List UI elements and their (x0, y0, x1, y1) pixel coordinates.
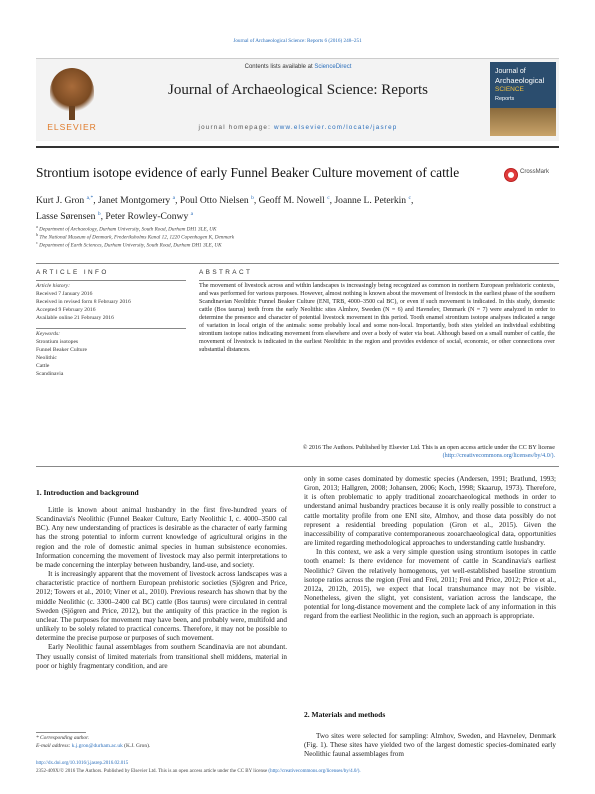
footnote-rule (36, 732, 86, 733)
article-info-heading: ARTICLE INFO (36, 269, 109, 276)
keyword: Funnel Beaker Culture (36, 346, 87, 353)
divider (199, 280, 559, 281)
author[interactable]: Lasse Sørensen $^b$, (36, 210, 106, 222)
cover-image (490, 108, 556, 136)
author[interactable]: Peter Rowley-Conwy $^a$ (105, 210, 194, 222)
contents-prefix: Contents lists available at (244, 64, 315, 70)
author-list (36, 192, 561, 224)
article-title: Strontium isotope evidence of early Funnel Beaker Culture movement of cattle (36, 165, 460, 180)
affiliation: $^c$ Department of Earth Sciences, Durham University, South Road, Durham DH1 3LE, UK (36, 240, 222, 249)
left-column (36, 506, 287, 671)
cover-line1: Journal of (495, 68, 526, 75)
cover-line4: Reports (495, 96, 515, 102)
section-heading: 2. Materials and methods (304, 710, 386, 719)
divider (36, 466, 559, 467)
abstract-copyright (199, 445, 555, 461)
journal-cover[interactable] (490, 62, 556, 136)
cover-line3: SCIENCE (495, 86, 524, 93)
journal-title: Journal of Archaeological Science: Reports (168, 82, 428, 98)
paragraph: In this context, we ask a very simple question using strontium isotopes in cattle tooth enamel: Is there evidence for movement of cattle in Scandinavia's earliest Neolithic? Given the relatively homogenous, yet well-established baseline strontium isotope ratios across the region (Frei and Frei, 2011; Frei and Price, 2012; Price et al., 2012a, 2012b, 2015), we expect that local transhumance may not be visible. Nonetheless, given the slight, yet consistent, variation across the landscape, the potential for long-distance movement and the complete lack of any information in this regard from the earliest Neolithic in the region, such an approach is appropriate. (304, 548, 556, 621)
affiliation: $^a$ Department of Archaeology, Durham University, South Road, Durham DH1 3LE, UK (36, 224, 217, 233)
history-item: Received 7 January 2016 (36, 290, 93, 297)
bottom-license-link[interactable]: (http://creativecommons.org/licenses/by/4.0/). (268, 769, 361, 774)
article-history (36, 283, 176, 323)
homepage-link[interactable]: www.elsevier.com/locate/jasrep (274, 124, 398, 131)
abstract-heading: ABSTRACT (199, 269, 253, 276)
author[interactable]: Poul Otto Nielsen $^b$, (179, 195, 259, 207)
crossmark-label: CrossMark (520, 169, 550, 175)
license-link[interactable]: (http://creativecommons.org/licenses/by/4.0/). (442, 452, 555, 459)
journal-homepage (110, 124, 486, 131)
divider (36, 328, 186, 329)
sciencedirect-link[interactable]: ScienceDirect (314, 64, 352, 70)
tree-trunk-icon (69, 106, 75, 120)
author[interactable]: Kurt J. Gron $^{a,*}$, (36, 195, 99, 207)
history-item: Accepted 9 February 2016 (36, 306, 96, 313)
email-line: E-mail address: k.j.gron@durham.ac.uk (K.J. Gron). (36, 743, 151, 749)
paragraph: Early Neolithic faunal assemblages from southern Scandinavia are not abundant. They usually consist of limited materials from transitional shell middens, material in poor or highly fragmentary condition, and are (36, 643, 287, 670)
corresponding-author: * Corresponding author. (36, 735, 89, 741)
keyword: Scandinavia (36, 370, 64, 377)
crossmark-icon (504, 168, 518, 182)
keyword: Cattle (36, 362, 50, 369)
publisher-logo-text: ELSEVIER (47, 122, 97, 132)
divider (36, 263, 559, 264)
history-item: Received in revised form 8 February 2016 (36, 298, 131, 305)
elsevier-logo (36, 58, 108, 136)
paragraph: only in some cases dominated by domestic species (Andersen, 1991; Bratlund, 1993; Gron, 2013; Hallgren, 2008; Johansen, 2006; Koch, 1998; Skaarup, 1973). Therefore, it is often problematic to apply traditional zooarchaeological methods in order to understand animal husbandry practices because it is only really possible to construct a cattle mortality profile from one ENI site, Almhov, and those data possibly do not represent a residential breeding population (Gron et al., 2015). Given the inaccessibility of comparative contemporaneous zooarchaeological data, opportunities are limited regarding methodological approaches to understanding cattle husbandry. (304, 475, 556, 548)
cover-line2: Archaeological (495, 76, 545, 85)
doi (36, 760, 556, 767)
homepage-label: journal homepage: (198, 124, 274, 131)
keywords-heading: Keywords: (36, 331, 61, 337)
affiliation: $^b$ The National Museum of Denmark, Frederiksholms Kanal 12, 1220 Copenhagen K, Denmark (36, 232, 234, 241)
history-item: Available online 21 February 2016 (36, 314, 114, 321)
running-head[interactable]: Journal of Archaeological Science: Reports 6 (2016) 248–251 (233, 38, 362, 44)
copyright-text: © 2016 The Authors. Published by Elsevier Ltd. This is an open access article under the CC BY license (302, 445, 555, 451)
abstract-text: The movement of livestock across and within landscapes is increasingly being recognized as common in northern European prehistoric contexts, and was performed for various purposes. However, almost nothing is known about the movement of livestock in the earliest phase of the southern Scandinavian Neolithic Funnel Beaker Culture (ENI, TRB, 4000–3500 cal BC), or even if such movement is indicated. In this study, domestic cattle (Bos taurus) teeth from the early Neolithic sites Almhov, Sweden (N = 6) and Havnelev, Denmark (N = 7) were analyzed in order to determine the presence and character of potential livestock movement in this period. Tooth enamel strontium isotope analyses indicated a range of variation in local origin of the animals: some probably local and some non-local. Importantly, both sites yielded an individual exhibiting strontium isotope ratios indicating movement from elsewhere and over a body of water via boat. Although based on a small number of cattle, the movement of livestock is indicated in the earliest Neolithic in the region and provides evidence of social, economic, or other connections over substantial distances. (199, 283, 555, 353)
bottom-copyright: 2352-409X/© 2016 The Authors. Published by Elsevier Ltd. This is an open access article under the CC BY license (http://creativecommons.org/licenses/by/4.0/). (36, 769, 361, 774)
keyword: Neolithic (36, 354, 57, 361)
author[interactable]: Geoff M. Nowell $^c$, (258, 195, 335, 207)
email-link[interactable]: k.j.gron@durham.ac.uk (71, 743, 123, 749)
paragraph: Little is known about animal husbandry in the first five-hundred years of Scandinavia's Neolithic (Funnel Beaker Culture, Early Neolithic I, c. 4000–3500 cal BC). Any new understanding of practices is desirable as the character of early farming has the strong potential to inform current knowledge of agricultural origins in the region and the role of domestic animal species in human subsistence economies. Information concerning the movement of livestock may also permit interpretations to be made concerning the interplay between husbandry, land-use, and society. (36, 506, 287, 569)
divider (36, 280, 186, 281)
doi-link[interactable]: http://dx.doi.org/10.1016/j.jasrep.2016.02.015 (36, 761, 129, 766)
keyword: Strontium isotopes (36, 338, 79, 345)
paragraph: It is increasingly apparent that the movement of livestock across landscapes was a characteristic practice of northern European prehistoric societies (Sjögren and Price, 2012; Towers et al., 2010; Viner et al., 2010). Previous research has shown that by the middle Neolithic (c. 3300–2400 cal BC) cattle (Bos taurus) were circulated in central Sweden (Sjögren and Price, 2012), but the antiquity of this practice in the region is unclear. The purposes for movement may have been, and probably were, multifold and unlikely to be solely related to practical concerns. Therefore, it may not be possible to determine the precise purpose or purposes of such movement. (36, 570, 287, 643)
section2-paragraph: Two sites were selected for sampling: Almhov, Sweden, and Havnelev, Denmark (Fig. 1). These sites have yielded two of the largest domestic species-dominated early Neolithic faunal assemblages from (304, 732, 556, 759)
crossmark-button[interactable] (504, 168, 560, 182)
keywords (36, 331, 176, 378)
header-rule (36, 146, 559, 148)
contents-line (110, 64, 486, 70)
section-heading: 1. Introduction and background (36, 488, 139, 497)
author[interactable]: Joanne L. Peterkin $^c$, (334, 195, 414, 207)
right-column (304, 475, 556, 622)
author[interactable]: Janet Montgomery $^a$, (98, 195, 180, 207)
history-heading: Article history: (36, 283, 71, 289)
